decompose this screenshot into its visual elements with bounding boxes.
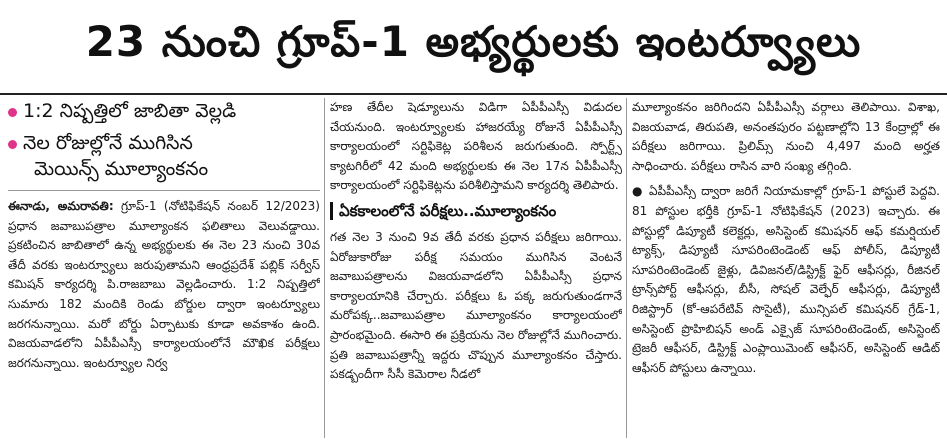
bullet-2-text: నెల రోజుల్లోనే ముగిసిన [23, 132, 193, 154]
column-divider-2 [626, 98, 627, 438]
headline-rule [0, 93, 947, 95]
subheading-bar-icon [330, 202, 333, 220]
bullet-dot-icon [8, 140, 17, 149]
subheading [330, 200, 622, 222]
column-divider-1 [324, 98, 325, 438]
column-1 [8, 98, 320, 438]
column-3 [632, 98, 940, 438]
column-3-body [632, 182, 940, 378]
bullet-1 [8, 98, 320, 124]
headline: 23 నుంచి గ్రూప్-1 అభ్యర్థులకు ఇంటర్వ్యూలు [85, 17, 862, 66]
bullet-dot-icon [8, 108, 17, 117]
bullet-2-continued: మెయిన్స్ మూల్యాంకనం [34, 158, 209, 180]
column-1-body [8, 197, 320, 373]
column-2-text-bottom: గత నెల 3 నుంచి 9వ తేదీ వరకు ప్రధాన పరీక్షలు జరిగాయి. ఏరోజుకారోజు పరీక్ష సమయం ముగిసిన వెంటనే జవాబుపత్రాలను విజయవాడలోని ఏపీపీఎస్సీ ప్రధాన కార్యాలయానికి చేర్చారు. పరీక్షలు ఓ పక్క జరుగుతుండగానే మరోపక్క..జవాబుపత్రాల మూల్యాంకనం కార్యాలయంలో ప్రారంభమైంది. ఈసారి ఈ ప్రక్రియను నెల రోజుల్లోనే ముగించారు. ప్రతి జవాబుపత్రాన్నీ ఇద్దరు చొప్పున మూల్యాంకనం చేస్తారు. పకడ్బందీగా సీసీ కెమెరాల నీడలో [330, 229, 622, 382]
bullets-divider [8, 190, 320, 191]
column-3-text-bottom: ఏపీపీఎస్సీ ద్వారా జరిగే నియామకాల్లో గ్రూప్-1 పోస్టులే పెద్దవి. 81 పోస్టుల భర్తీకి గ్రూప్-1 నోటిఫికేషన్ (2023) ఇచ్చారు. ఈ పోస్టుల్లో డిప్యూటీ కలెక్టర్లు, అసిస్టెంట్ కమిషనర్ ఆఫ్ కమర్షియల్ ట్యాక్స్, డిప్యూటీ సూపరింటెండెంట్ ఆఫ్ పోలీస్, డిప్యూటీ సూపరింటెండెంట్ జైళ్లు, డివిజనల్/డిస్ట్రిక్ట్ ఫైర్ ఆఫీసర్లు, రీజినల్ ట్రాన్స్‌పోర్ట్ ఆఫీసర్లు, బీసీ, సోషల్ వెల్ఫేర్ ఆఫీసర్లు, డిప్యూటీ రిజిస్ట్రార్ (కో-ఆపరేటివ్ సొసైటీ), మున్సిపల్ కమిషనర్ గ్రేడ్-1, అసిస్టెంట్ ప్రొహిబిషన్ అండ్ ఎక్సైజ్ సూపరింటెండెంట్, అసిస్టెంట్ ట్రెజరీ ఆఫీసర్, డిస్ట్రిక్ట్ ఎంప్లాయిమెంట్ ఆఫీసర్, అసిస్టెంట్ ఆడిట్ ఆఫీసర్ పోస్టులు ఉన్నాయి. [632, 184, 940, 375]
paragraph-bullet-icon: ● [632, 184, 644, 199]
column-2-text-top: హణ తేదీల షెడ్యూలును విడిగా ఏపీపీఎస్సీ విడుదల చేయనుంది. ఇంటర్వ్యూలకు హాజరయ్యే రోజునే ఏపీపీఎస్సీ కార్యాలయంలో సర్టిఫికెట్ల పరిశీలన జరుగుతుంది. స్పోర్ట్స్ క్యాటగిరీలో 42 మంది అభ్యర్థులకు ఈ నెల 17న ఏపీపీఎస్సీ కార్యాలయంలో సర్టిఫికెట్లను పరిశీలిస్తామని కార్యదర్శి తెలిపారు. [330, 100, 622, 193]
bullet-2 [8, 130, 320, 156]
column-3-text-top: మూల్యాంకనం జరిగిందని ఏపీపీఎస్సీ వర్గాలు తెలిపాయి. విశాఖ, విజయవాడ, తిరుపతి, అనంతపురం పట్టణాల్లోని 13 కేంద్రాల్లో ఈ పరీక్షలు జరిగాయి. ప్రిలిమ్స్ నుంచి 4,497 మంది అర్హత సాధించారు. పరీక్షలు రాసిన వారి సంఖ్య తగ్గింది. [632, 100, 940, 173]
column-1-text: గ్రూప్-1 (నోటిఫికేషన్ నంబర్ 12/2023) ప్రధాన జవాబుపత్రాల మూల్యాంకన ఫలితాలు వెలువడ్డాయి. ప్రకటించిన జాబితాలో ఉన్న అభ్యర్థులకు ఈ నెల 23 నుంచి 30వ తేదీ వరకు ఇంటర్వ్యూలు జరుపుతామని ఆంధ్రప్రదేశ్ పబ్లిక్ సర్వీస్ కమిషన్ కార్యదర్శి పి.రాజబాబు వెల్లడించారు. 1:2 నిష్పత్తిలో సుమారు 182 మందికి రెండు బోర్డుల ద్వారా ఇంటర్వ్యూలు జరగనున్నాయి. మరో బోర్డు ఏర్పాటుకు కూడా అవకాశం ఉంది. విజయవాడలోని ఏపీపీఎస్సీ కార్యాలయంలోనే మౌఖిక పరీక్షలు జరగనున్నాయి. ఇంటర్వ్యూల నిర్వ [8, 199, 320, 370]
dateline: ఈనాడు, అమరావతి: [8, 199, 114, 213]
bullet-1-text: 1:2 నిష్పత్తిలో జాబితా వెల్లడి [23, 100, 237, 122]
subheading-text: ఏకకాలంలోనే పరీక్షలు..మూల్యాంకనం [339, 201, 557, 220]
column-2 [330, 98, 622, 438]
